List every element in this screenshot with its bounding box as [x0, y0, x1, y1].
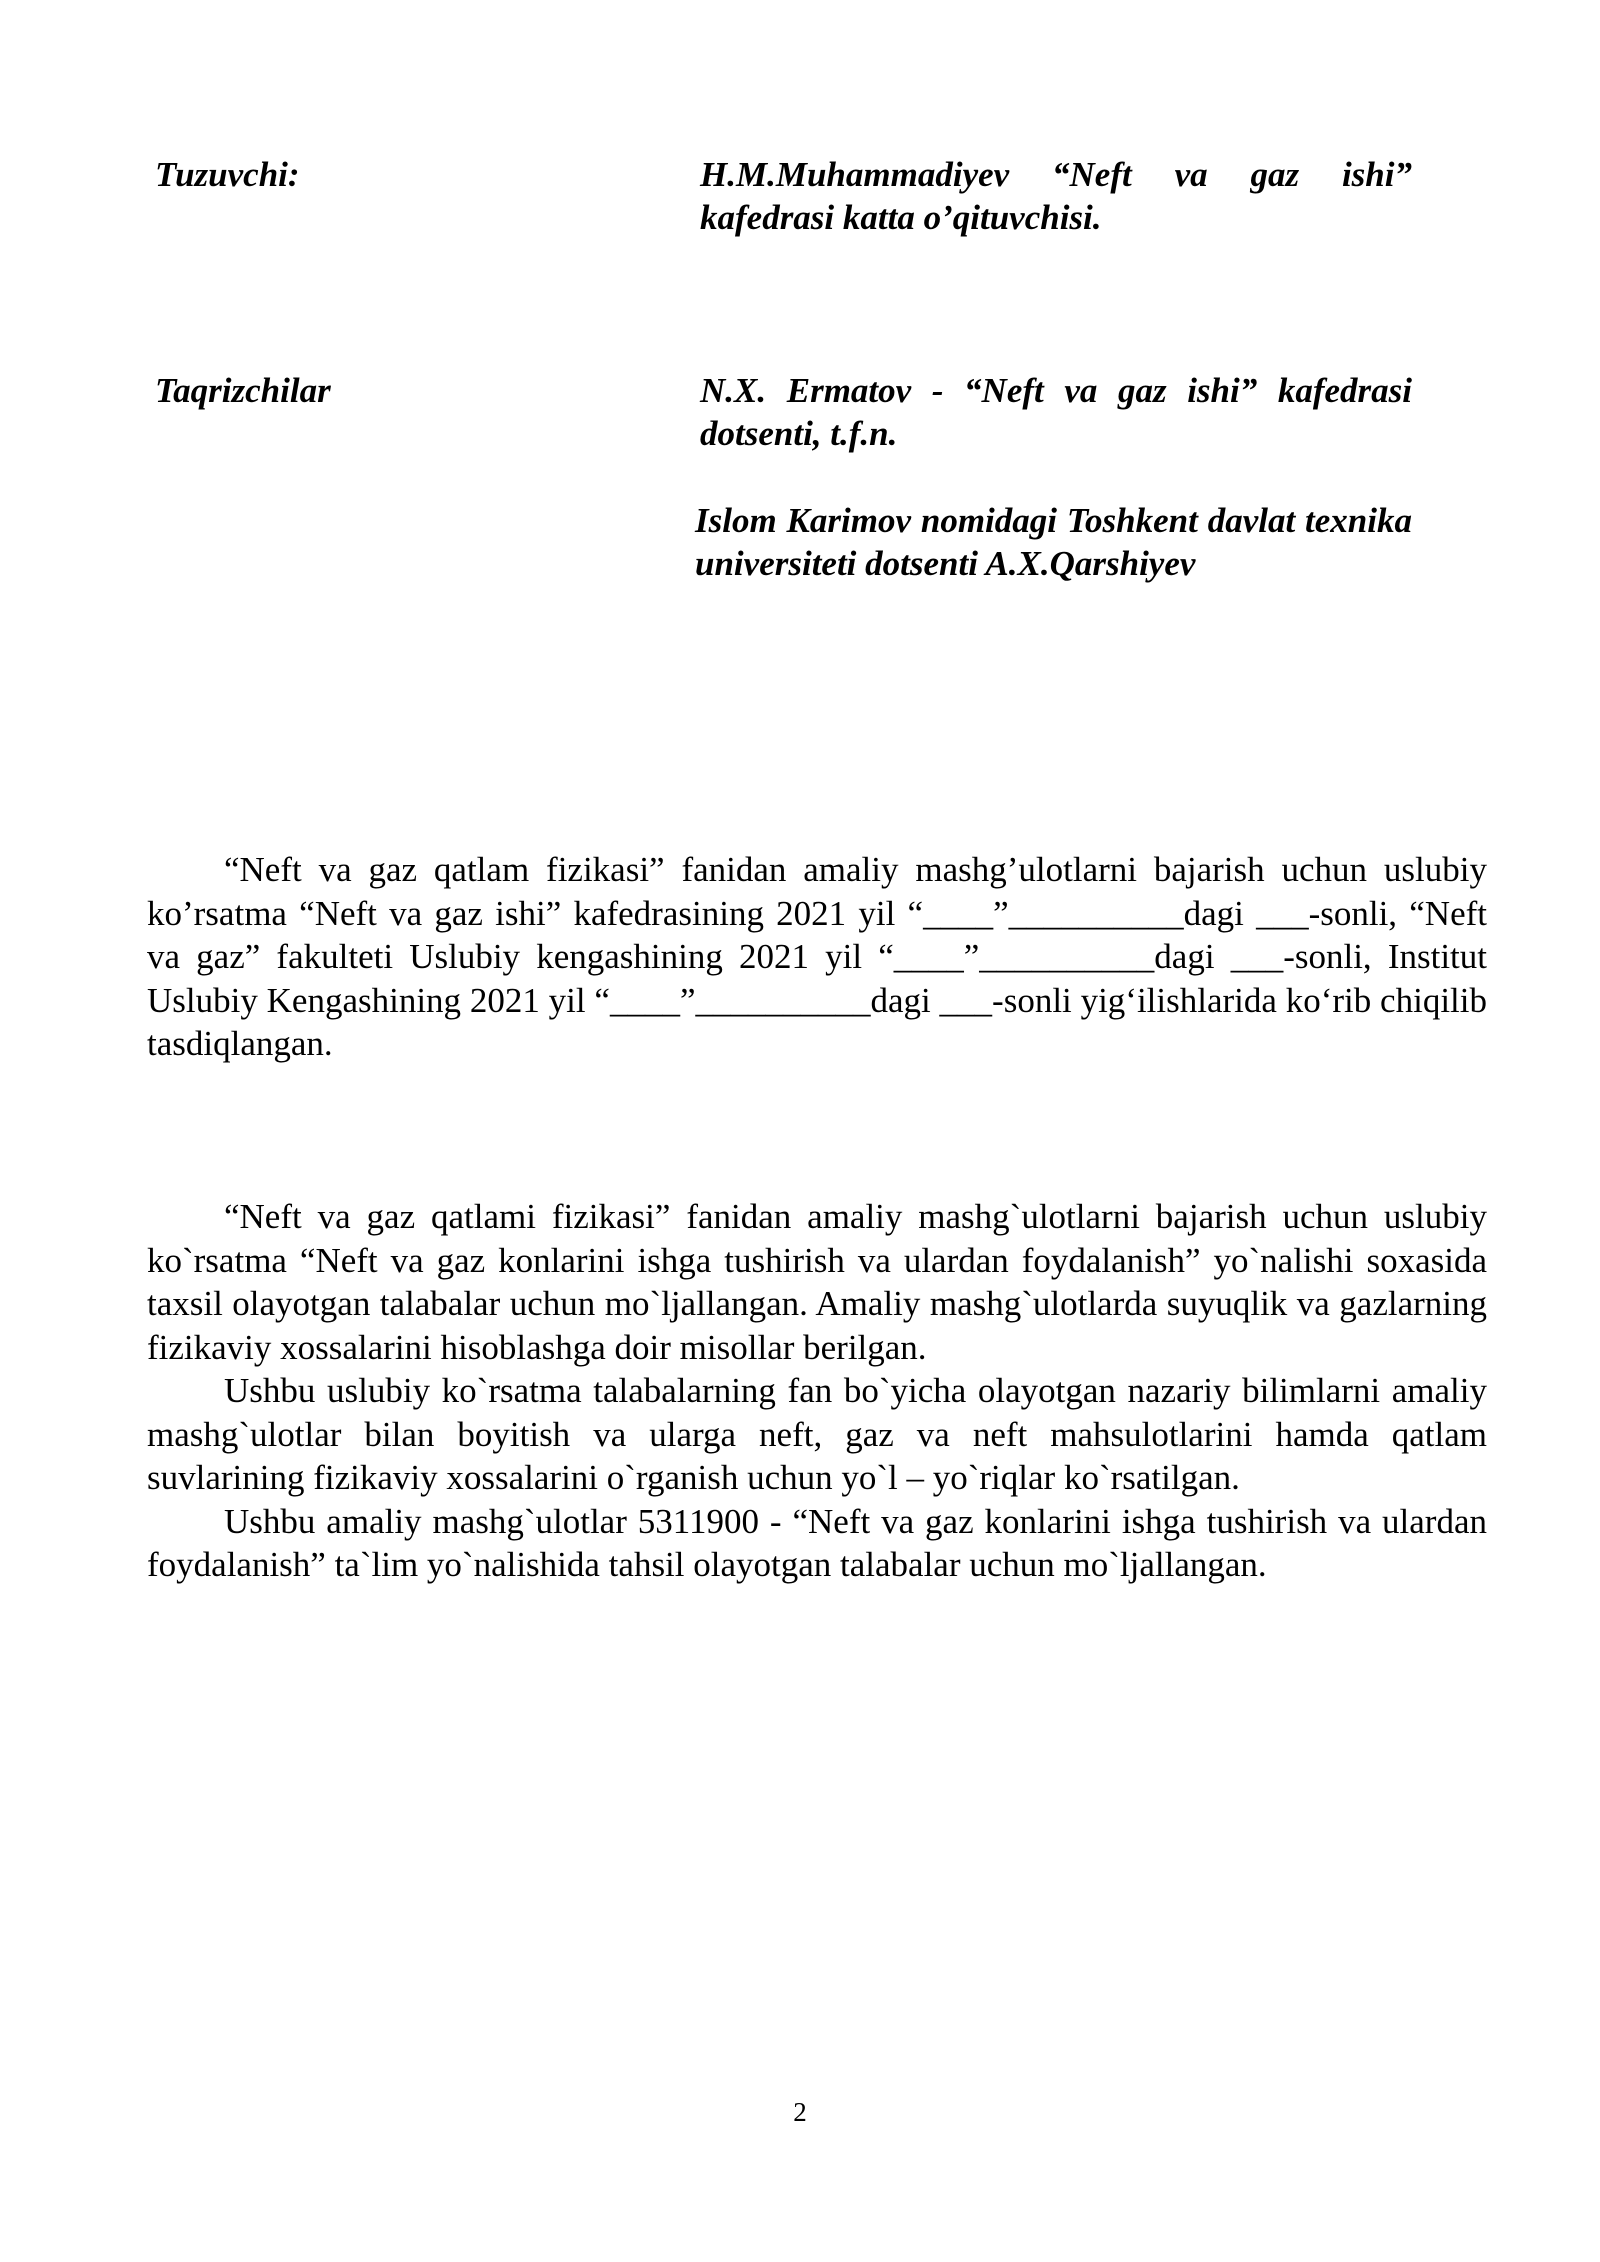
approval-block [147, 848, 1487, 1066]
reviewer-2-credit: Islom Karimov nomidagi Toshkent davlat texnika universiteti dotsenti A.X.Qarshiyev [695, 501, 1412, 583]
annotation-block [147, 1195, 1487, 1587]
page-number: 2 [793, 2097, 807, 2127]
approval-paragraph: “Neft va gaz qatlam fizikasi” fanidan amaliy mashg’ulotlarni bajarish uchun uslubiy ko’rsatma “Neft va gaz ishi” kafedrasining 2021 yil “____”__________dagi ___-sonli, “Neft va gaz” fakulteti Uslubiy kengashining 2021 yil “____”__________dagi ___-sonli, Institut Uslubiy Kengashining 2021 yil “____”__________dagi ___-sonli yig‘ilishlarida ko‘rib chiqilib tasdiqlangan. [147, 850, 1487, 1063]
annotation-paragraph-2: Ushbu uslubiy ko`rsatma talabalarning fan bo`yicha olayotgan nazariy bilimlarni amaliy mashg`ulotlar bilan boyitish va ularga neft, gaz va neft mahsulotlarini hamda qatlam suvlarining fizikaviy xossalarini o`rganish uchun yo`l – yo`riqlar ko`rsatilgan. [147, 1371, 1487, 1497]
reviewer-1-credit: N.X. Ermatov - “Neft va gaz ishi” kafedrasi dotsenti, t.f.n. [700, 371, 1412, 453]
compiler-credit: H.M.Muhammadiyev “Neft va gaz ishi” kafedrasi katta o’qituvchisi. [700, 155, 1412, 237]
annotation-paragraph-3: Ushbu amaliy mashg`ulotlar 5311900 - “Neft va gaz konlarini ishga tushirish va ulardan foydalanish” ta`lim yo`nalishida tahsil olayotgan talabalar uchun mo`ljallangan. [147, 1501, 1487, 1584]
annotation-paragraph-1: “Neft va gaz qatlami fizikasi” fanidan amaliy mashg`ulotlarni bajarish uchun uslubiy ko`rsatma “Neft va gaz konlarini ishga tushirish va ulardan foydalanish” yo`nalishi soxasida taxsil olayotgan talabalar uchun mo`ljallangan. Amaliy mashg`ulotlarda suyuqlik va gazlarning fizikaviy xossalarini hisoblashga doir misollar berilgan. [147, 1197, 1487, 1367]
compiler-label: Tuzuvchi: [155, 155, 300, 194]
reviewers-label: Taqrizchilar [155, 371, 331, 410]
